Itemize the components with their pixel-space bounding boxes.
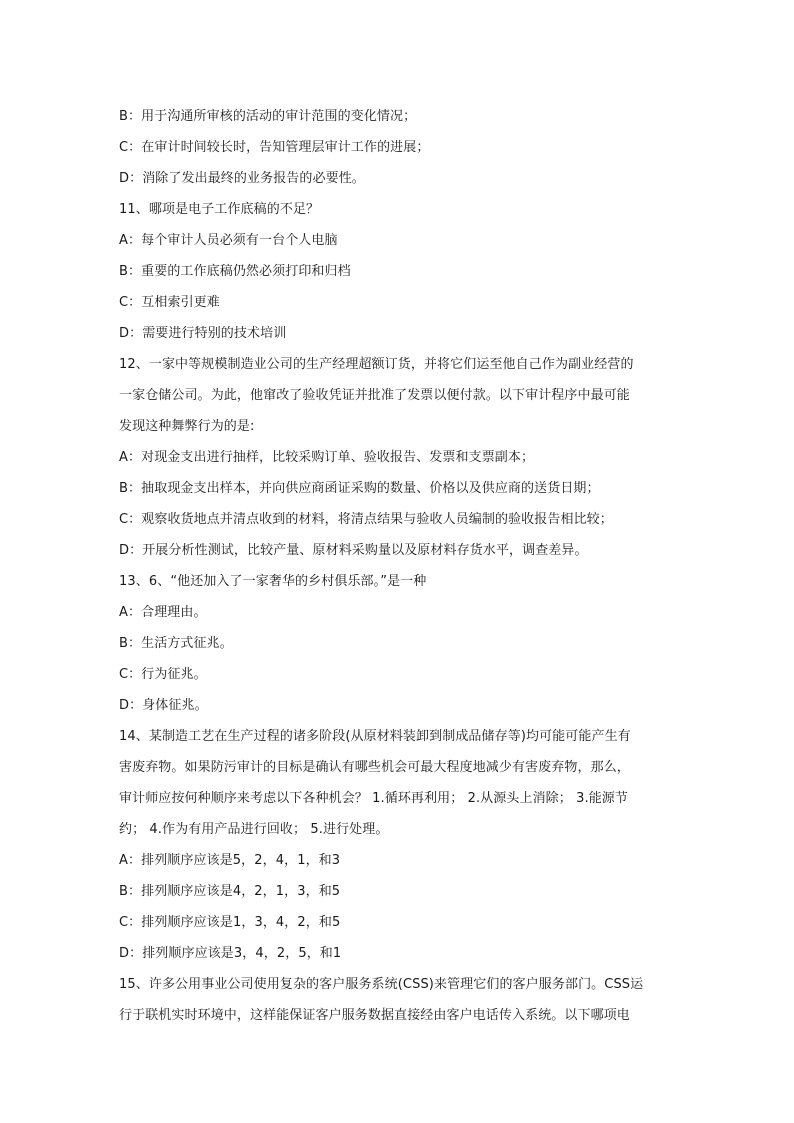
- option-b-q10: B：用于沟通所审核的活动的审计范围的变化情况；: [119, 109, 417, 124]
- question-12-line: 发现这种舞弊行为的是:: [119, 419, 255, 434]
- option-a-q14: A：排列顺序应该是5，2，4，1，和3: [119, 853, 341, 868]
- option-b-q12: B：抽取现金支出样本，并向供应商函证采购的数量、价格以及供应商的送货日期；: [119, 481, 600, 496]
- option-c-q14: C：排列顺序应该是1，3，4，2，和5: [119, 915, 341, 930]
- option-a-q13: A：合理理由。: [119, 605, 207, 620]
- option-b-q13: B：生活方式征兆。: [119, 636, 233, 651]
- option-b-q14: B：排列顺序应该是4，2，1，3，和5: [119, 884, 341, 899]
- option-a-q11: A：每个审计人员必须有一台个人电脑: [119, 233, 338, 248]
- option-d-q14: D：排列顺序应该是3，4，2，5，和1: [119, 946, 342, 961]
- question-12-line: 一家仓储公司。为此，他窜改了验收凭证并批准了发票以便付款。以下审计程序中最可能: [119, 388, 630, 403]
- option-c-q12: C：观察收货地点并清点收到的材料，将清点结果与验收人员编制的验收报告相比较；: [119, 512, 613, 527]
- option-d-q11: D：需要进行特别的技术培训: [119, 326, 287, 341]
- option-c-q13: C：行为征兆。: [119, 667, 207, 682]
- document-body: [119, 101, 679, 1031]
- option-d-q10: D：消除了发出最终的业务报告的必要性。: [119, 171, 365, 186]
- question-15-line: 行于联机实时环境中，这样能保证客户服务数据直接经由客户电话传入系统。以下哪项电: [119, 1008, 630, 1023]
- option-a-q12: A：对现金支出进行抽样，比较采购订单、验收报告、发票和支票副本；: [119, 450, 535, 465]
- question-12-line: 12、一家中等规模制造业公司的生产经理超额订货，并将它们运至他自己作为副业经营的: [119, 357, 634, 372]
- question-11: 11、哪项是电子工作底稿的不足？: [119, 202, 320, 217]
- option-d-q12: D：开展分析性测试，比较产量、原材料采购量以及原材料存货水平，调查差异。: [119, 543, 588, 558]
- option-c-q11: C：互相索引更难: [119, 295, 220, 310]
- option-b-q11: B：重要的工作底稿仍然必须打印和归档: [119, 264, 351, 279]
- question-14-line: 审计师应按何种顺序来考虑以下各种机会？ 1.循环再利用； 2.从源头上消除； 3.能源节: [119, 791, 629, 806]
- question-14: [119, 721, 679, 845]
- question-14-line: 害废弃物。如果防污审计的目标是确认有哪些机会可最大程度地减少有害废弃物，那么，: [119, 760, 630, 775]
- question-12: [119, 349, 679, 442]
- question-14-line: 约； 4.作为有用产品进行回收； 5.进行处理。: [119, 822, 389, 837]
- option-c-q10: C：在审计时间较长时，告知管理层审计工作的进展；: [119, 140, 430, 155]
- option-d-q13: D：身体征兆。: [119, 698, 208, 713]
- question-15-line: 15、许多公用事业公司使用复杂的客户服务系统(CSS)来管理它们的客户服务部门。CSS运: [119, 977, 644, 992]
- question-15: [119, 969, 679, 1031]
- question-14-line: 14、某制造工艺在生产过程的诸多阶段(从原材料装卸到制成品储存等)均可能可能产生有: [119, 729, 631, 744]
- question-13: 13、6、“他还加入了一家奢华的乡村俱乐部。”是一种: [119, 574, 427, 589]
